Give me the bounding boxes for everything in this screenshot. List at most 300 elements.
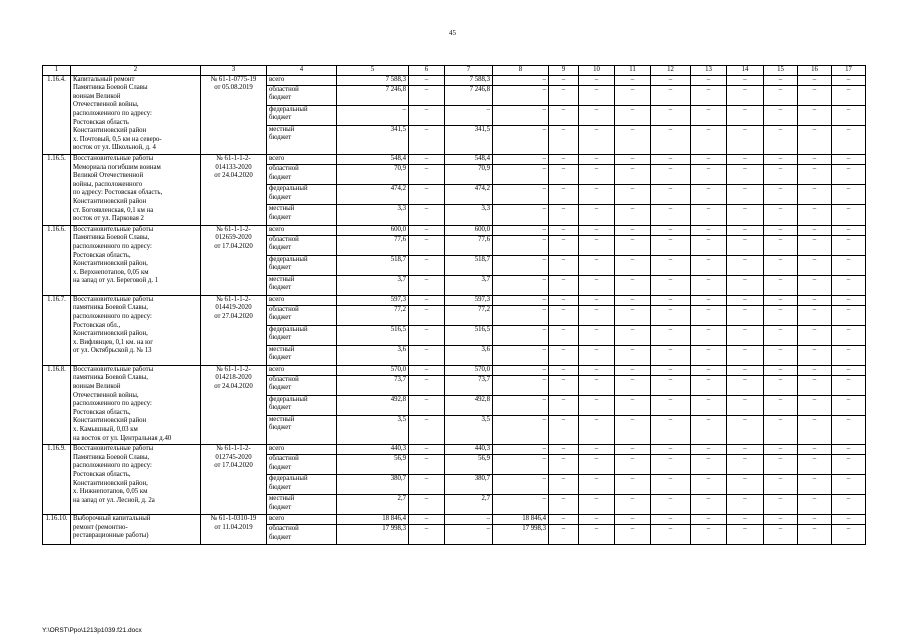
empty-value-cell: – (798, 75, 832, 85)
amount-c5: 492,8 (337, 395, 409, 415)
empty-value-cell: – (579, 515, 615, 525)
amount-c6: – (409, 525, 445, 545)
empty-value-cell: – (615, 225, 651, 235)
amount-c5: 56,9 (337, 455, 409, 475)
amount-c8: – (493, 415, 549, 444)
empty-value-cell: – (651, 455, 691, 475)
empty-value-cell: – (764, 325, 798, 345)
amount-c5: 570,0 (337, 365, 409, 375)
empty-value-cell: – (691, 235, 727, 255)
empty-value-cell: – (798, 105, 832, 125)
amount-c7: 77,6 (445, 235, 493, 255)
empty-value-cell: – (615, 295, 651, 305)
empty-value-cell: – (579, 295, 615, 305)
empty-value-cell: – (651, 395, 691, 415)
empty-value-cell: – (691, 525, 727, 545)
empty-value-cell: – (832, 445, 866, 455)
empty-value-cell: – (764, 275, 798, 295)
funding-source: всего (267, 295, 337, 305)
funding-source: федеральный бюджет (267, 395, 337, 415)
amount-c6: – (409, 154, 445, 164)
empty-value-cell: – (651, 325, 691, 345)
amount-c7: – (445, 515, 493, 525)
amount-c5: 7 246,8 (337, 85, 409, 105)
empty-value-cell: – (764, 515, 798, 525)
document-number: № 61-1-0775-19 от 05.08.2019 (201, 75, 267, 154)
empty-value-cell: – (579, 345, 615, 365)
empty-value-cell: – (651, 375, 691, 395)
amount-c5: 597,3 (337, 295, 409, 305)
funding-source: федеральный бюджет (267, 184, 337, 204)
amount-c6: – (409, 105, 445, 125)
document-number: № 61-1-1-2- 014419-2020 от 27.04.2020 (201, 295, 267, 365)
document-number: № 61-1-0310-19 от 11.04.2019 (201, 515, 267, 545)
amount-c5: 17 998,3 (337, 525, 409, 545)
empty-value-cell: – (727, 295, 764, 305)
empty-value-cell: – (549, 105, 579, 125)
empty-value-cell: – (764, 295, 798, 305)
empty-value-cell: – (691, 495, 727, 515)
amount-c6: – (409, 125, 445, 154)
empty-value-cell: – (832, 365, 866, 375)
empty-value-cell: – (727, 455, 764, 475)
amount-c8: – (493, 275, 549, 295)
empty-value-cell: – (798, 305, 832, 325)
empty-value-cell: – (579, 445, 615, 455)
funding-source: областной бюджет (267, 525, 337, 545)
empty-value-cell: – (764, 395, 798, 415)
amount-c5: 3,6 (337, 345, 409, 365)
empty-value-cell: – (832, 225, 866, 235)
empty-value-cell: – (579, 75, 615, 85)
empty-value-cell: – (579, 455, 615, 475)
empty-value-cell: – (615, 515, 651, 525)
empty-value-cell: – (651, 305, 691, 325)
document-number: № 61-1-1-2- 014218-2020 от 24.04.2020 (201, 365, 267, 444)
amount-c7: 548,4 (445, 154, 493, 164)
empty-value-cell: – (615, 495, 651, 515)
empty-value-cell: – (651, 164, 691, 184)
empty-value-cell: – (615, 445, 651, 455)
empty-value-cell: – (549, 475, 579, 495)
empty-value-cell: – (691, 365, 727, 375)
empty-value-cell: – (615, 154, 651, 164)
empty-value-cell: – (764, 75, 798, 85)
empty-value-cell: – (691, 345, 727, 365)
amount-c6: – (409, 455, 445, 475)
amount-c5: 3,7 (337, 275, 409, 295)
amount-c5: 77,2 (337, 305, 409, 325)
empty-value-cell: – (691, 85, 727, 105)
empty-value-cell: – (798, 515, 832, 525)
empty-value-cell: – (832, 375, 866, 395)
header-cell: 7 (445, 66, 493, 76)
funding-source: местный бюджет (267, 345, 337, 365)
header-cell: 13 (691, 66, 727, 76)
empty-value-cell: – (549, 204, 579, 225)
funding-source: местный бюджет (267, 204, 337, 225)
amount-c6: – (409, 415, 445, 444)
document-number: № 61-1-1-2- 014133-2020 от 24.04.2020 (201, 154, 267, 225)
funding-source: областной бюджет (267, 85, 337, 105)
empty-value-cell: – (651, 515, 691, 525)
empty-value-cell: – (727, 305, 764, 325)
empty-value-cell: – (798, 325, 832, 345)
amount-c7: 570,0 (445, 365, 493, 375)
amount-c7: – (445, 525, 493, 545)
empty-value-cell: – (549, 445, 579, 455)
amount-c7: 440,3 (445, 445, 493, 455)
empty-value-cell: – (798, 345, 832, 365)
header-cell: 14 (727, 66, 764, 76)
empty-value-cell: – (615, 375, 651, 395)
amount-c7: 2,7 (445, 495, 493, 515)
funding-source: всего (267, 515, 337, 525)
empty-value-cell: – (579, 235, 615, 255)
empty-value-cell: – (615, 395, 651, 415)
empty-value-cell: – (549, 235, 579, 255)
empty-value-cell: – (798, 255, 832, 275)
object-description: Восстановительные работы Мемориала погибшим воинам Великой Отечественной войны, расположенного по адресу: Ростовская область, Константиновский район ст. Богоявленская, 0,1 км на восток от ул. Парковая 2 (71, 154, 201, 225)
empty-value-cell: – (764, 105, 798, 125)
funding-source: областной бюджет (267, 305, 337, 325)
row-number: 1.16.6. (43, 225, 71, 295)
empty-value-cell: – (549, 345, 579, 365)
table-row (43, 154, 866, 164)
table-row (43, 515, 866, 525)
row-number: 1.16.9. (43, 445, 71, 515)
amount-c5: 548,4 (337, 154, 409, 164)
empty-value-cell: – (832, 275, 866, 295)
empty-value-cell: – (549, 164, 579, 184)
empty-value-cell: – (615, 365, 651, 375)
empty-value-cell: – (798, 235, 832, 255)
header-cell: 17 (832, 66, 866, 76)
empty-value-cell: – (764, 235, 798, 255)
amount-c8: – (493, 184, 549, 204)
empty-value-cell: – (832, 235, 866, 255)
document-number: № 61-1-1-2- 012659-2020 от 17.04.2020 (201, 225, 267, 295)
empty-value-cell: – (798, 445, 832, 455)
empty-value-cell: – (691, 275, 727, 295)
amount-c8: – (493, 255, 549, 275)
empty-value-cell: – (651, 235, 691, 255)
row-number: 1.16.10. (43, 515, 71, 545)
empty-value-cell: – (764, 375, 798, 395)
amount-c5: 440,3 (337, 445, 409, 455)
empty-value-cell: – (615, 184, 651, 204)
empty-value-cell: – (764, 204, 798, 225)
empty-value-cell: – (832, 184, 866, 204)
empty-value-cell: – (798, 275, 832, 295)
empty-value-cell: – (691, 204, 727, 225)
funding-source: местный бюджет (267, 495, 337, 515)
amount-c7: 3,5 (445, 415, 493, 444)
empty-value-cell: – (615, 305, 651, 325)
empty-value-cell: – (579, 525, 615, 545)
funding-source: всего (267, 75, 337, 85)
empty-value-cell: – (691, 295, 727, 305)
empty-value-cell: – (832, 125, 866, 154)
amount-c6: – (409, 515, 445, 525)
empty-value-cell: – (832, 305, 866, 325)
amount-c8: – (493, 475, 549, 495)
table-row (43, 225, 866, 235)
empty-value-cell: – (651, 125, 691, 154)
amount-c5: 518,7 (337, 255, 409, 275)
header-cell: 15 (764, 66, 798, 76)
empty-value-cell: – (727, 164, 764, 184)
empty-value-cell: – (615, 85, 651, 105)
empty-value-cell: – (832, 455, 866, 475)
empty-value-cell: – (764, 345, 798, 365)
amount-c8: – (493, 305, 549, 325)
amount-c8: – (493, 375, 549, 395)
empty-value-cell: – (798, 154, 832, 164)
empty-value-cell: – (727, 345, 764, 365)
amount-c7: 7 588,3 (445, 75, 493, 85)
empty-value-cell: – (691, 415, 727, 444)
empty-value-cell: – (691, 515, 727, 525)
amount-c5: 77,6 (337, 235, 409, 255)
object-description: Восстановительные работы Памятника Боевой Славы, расположенного по адресу: Ростовская область, Константиновский район, х. Верхнепотапов, 0,05 км на запад от ул. Береговой д. 1 (71, 225, 201, 295)
empty-value-cell: – (691, 455, 727, 475)
empty-value-cell: – (651, 475, 691, 495)
funding-source: областной бюджет (267, 235, 337, 255)
amount-c6: – (409, 305, 445, 325)
empty-value-cell: – (615, 415, 651, 444)
empty-value-cell: – (651, 75, 691, 85)
empty-value-cell: – (764, 255, 798, 275)
empty-value-cell: – (832, 154, 866, 164)
empty-value-cell: – (579, 105, 615, 125)
empty-value-cell: – (798, 375, 832, 395)
funding-source: всего (267, 154, 337, 164)
empty-value-cell: – (651, 295, 691, 305)
empty-value-cell: – (727, 275, 764, 295)
amount-c8: – (493, 125, 549, 154)
amount-c5: 2,7 (337, 495, 409, 515)
amount-c8: – (493, 225, 549, 235)
empty-value-cell: – (615, 204, 651, 225)
empty-value-cell: – (579, 415, 615, 444)
empty-value-cell: – (798, 225, 832, 235)
empty-value-cell: – (764, 415, 798, 444)
empty-value-cell: – (832, 295, 866, 305)
amount-c6: – (409, 325, 445, 345)
empty-value-cell: – (579, 325, 615, 345)
amount-c6: – (409, 445, 445, 455)
funding-source: федеральный бюджет (267, 255, 337, 275)
amount-c6: – (409, 204, 445, 225)
empty-value-cell: – (691, 305, 727, 325)
empty-value-cell: – (579, 475, 615, 495)
empty-value-cell: – (691, 445, 727, 455)
empty-value-cell: – (727, 184, 764, 204)
empty-value-cell: – (832, 395, 866, 415)
empty-value-cell: – (798, 295, 832, 305)
object-description: Восстановительные работы памятника Боевой Славы, расположенного по адресу: Ростовская обл., Константиновский район, х. Вифлянцев, 0,1 км. на юг от ул. Октябрьской д. № 13 (71, 295, 201, 365)
empty-value-cell: – (651, 275, 691, 295)
empty-value-cell: – (798, 125, 832, 154)
amount-c5: 73,7 (337, 375, 409, 395)
empty-value-cell: – (579, 375, 615, 395)
empty-value-cell: – (549, 305, 579, 325)
amount-c7: 56,9 (445, 455, 493, 475)
row-number: 1.16.8. (43, 365, 71, 444)
empty-value-cell: – (832, 325, 866, 345)
empty-value-cell: – (549, 275, 579, 295)
amount-c5: 516,5 (337, 325, 409, 345)
empty-value-cell: – (651, 365, 691, 375)
empty-value-cell: – (832, 495, 866, 515)
amount-c7: – (445, 105, 493, 125)
table-row (43, 445, 866, 455)
empty-value-cell: – (691, 255, 727, 275)
amount-c8: – (493, 154, 549, 164)
amount-c8: – (493, 325, 549, 345)
amount-c6: – (409, 495, 445, 515)
empty-value-cell: – (727, 365, 764, 375)
funding-source: местный бюджет (267, 125, 337, 154)
header-cell: 8 (493, 66, 549, 76)
empty-value-cell: – (798, 415, 832, 444)
amount-c8: – (493, 445, 549, 455)
empty-value-cell: – (691, 105, 727, 125)
empty-value-cell: – (651, 495, 691, 515)
empty-value-cell: – (727, 375, 764, 395)
empty-value-cell: – (651, 204, 691, 225)
empty-value-cell: – (549, 154, 579, 164)
amount-c7: 3,3 (445, 204, 493, 225)
amount-c7: 518,7 (445, 255, 493, 275)
amount-c8: – (493, 105, 549, 125)
empty-value-cell: – (832, 525, 866, 545)
amount-c6: – (409, 365, 445, 375)
amount-c7: 516,5 (445, 325, 493, 345)
empty-value-cell: – (832, 255, 866, 275)
empty-value-cell: – (727, 154, 764, 164)
empty-value-cell: – (615, 255, 651, 275)
funding-source: всего (267, 365, 337, 375)
empty-value-cell: – (615, 164, 651, 184)
empty-value-cell: – (727, 525, 764, 545)
empty-value-cell: – (579, 275, 615, 295)
empty-value-cell: – (651, 225, 691, 235)
empty-value-cell: – (579, 395, 615, 415)
empty-value-cell: – (549, 455, 579, 475)
table-row (43, 365, 866, 375)
empty-value-cell: – (651, 415, 691, 444)
amount-c7: 597,3 (445, 295, 493, 305)
empty-value-cell: – (798, 365, 832, 375)
amount-c7: 380,7 (445, 475, 493, 495)
empty-value-cell: – (764, 164, 798, 184)
amount-c6: – (409, 375, 445, 395)
empty-value-cell: – (691, 154, 727, 164)
empty-value-cell: – (798, 184, 832, 204)
empty-value-cell: – (549, 515, 579, 525)
amount-c8: – (493, 75, 549, 85)
empty-value-cell: – (727, 235, 764, 255)
object-description: Восстановительные работы памятника Боевой Славы, воинам Великой Отечественной войны, расположенного по адресу: Ростовская область, Константиновский район х. Камышный, 0,03 км на восток от ул. Центральная д.40 (71, 365, 201, 444)
header-cell: 12 (651, 66, 691, 76)
amount-c7: 7 246,8 (445, 85, 493, 105)
empty-value-cell: – (651, 525, 691, 545)
empty-value-cell: – (579, 85, 615, 105)
empty-value-cell: – (579, 225, 615, 235)
empty-value-cell: – (727, 225, 764, 235)
funding-source: областной бюджет (267, 164, 337, 184)
empty-value-cell: – (727, 415, 764, 444)
empty-value-cell: – (798, 204, 832, 225)
empty-value-cell: – (549, 375, 579, 395)
empty-value-cell: – (615, 525, 651, 545)
empty-value-cell: – (798, 525, 832, 545)
empty-value-cell: – (615, 325, 651, 345)
empty-value-cell: – (798, 85, 832, 105)
amount-c6: – (409, 164, 445, 184)
empty-value-cell: – (764, 455, 798, 475)
amount-c8: – (493, 164, 549, 184)
amount-c8: – (493, 85, 549, 105)
empty-value-cell: – (579, 204, 615, 225)
empty-value-cell: – (579, 154, 615, 164)
amount-c5: – (337, 105, 409, 125)
empty-value-cell: – (798, 395, 832, 415)
funding-source: федеральный бюджет (267, 475, 337, 495)
object-description: Капитальный ремонт Памятника Боевой Славы воинам Великой Отечественной войны, расположенного по адресу: Ростовская область Константиновский район х. Почтовый, 0,5 км на северо- восток от ул. Школьной, д. 4 (71, 75, 201, 154)
empty-value-cell: – (549, 415, 579, 444)
empty-value-cell: – (727, 395, 764, 415)
empty-value-cell: – (549, 85, 579, 105)
empty-value-cell: – (579, 184, 615, 204)
empty-value-cell: – (727, 255, 764, 275)
amount-c5: 7 588,3 (337, 75, 409, 85)
empty-value-cell: – (579, 125, 615, 154)
empty-value-cell: – (549, 225, 579, 235)
empty-value-cell: – (579, 164, 615, 184)
amount-c6: – (409, 345, 445, 365)
file-path-footer: Y:\ORST\Ppo\1213p1039.f21.docx (42, 627, 142, 634)
amount-c6: – (409, 295, 445, 305)
empty-value-cell: – (727, 85, 764, 105)
amount-c5: 3,3 (337, 204, 409, 225)
empty-value-cell: – (549, 325, 579, 345)
empty-value-cell: – (651, 345, 691, 365)
funding-source: федеральный бюджет (267, 325, 337, 345)
empty-value-cell: – (615, 235, 651, 255)
amount-c8: – (493, 455, 549, 475)
empty-value-cell: – (549, 295, 579, 305)
amount-c7: 341,5 (445, 125, 493, 154)
header-cell: 6 (409, 66, 445, 76)
funding-source: всего (267, 225, 337, 235)
object-description: Восстановительные работы Памятника Боевой Славы, расположенного по адресу: Ростовская область, Константиновский район, х. Нижнепотапов, 0,05 км на запад от ул. Лесной, д. 2а (71, 445, 201, 515)
empty-value-cell: – (615, 455, 651, 475)
empty-value-cell: – (832, 105, 866, 125)
empty-value-cell: – (549, 255, 579, 275)
amount-c8: – (493, 495, 549, 515)
empty-value-cell: – (832, 75, 866, 85)
header-cell: 3 (201, 66, 267, 76)
empty-value-cell: – (691, 325, 727, 345)
amount-c7: 3,7 (445, 275, 493, 295)
empty-value-cell: – (691, 375, 727, 395)
empty-value-cell: – (549, 184, 579, 204)
empty-value-cell: – (691, 475, 727, 495)
header-cell: 5 (337, 66, 409, 76)
